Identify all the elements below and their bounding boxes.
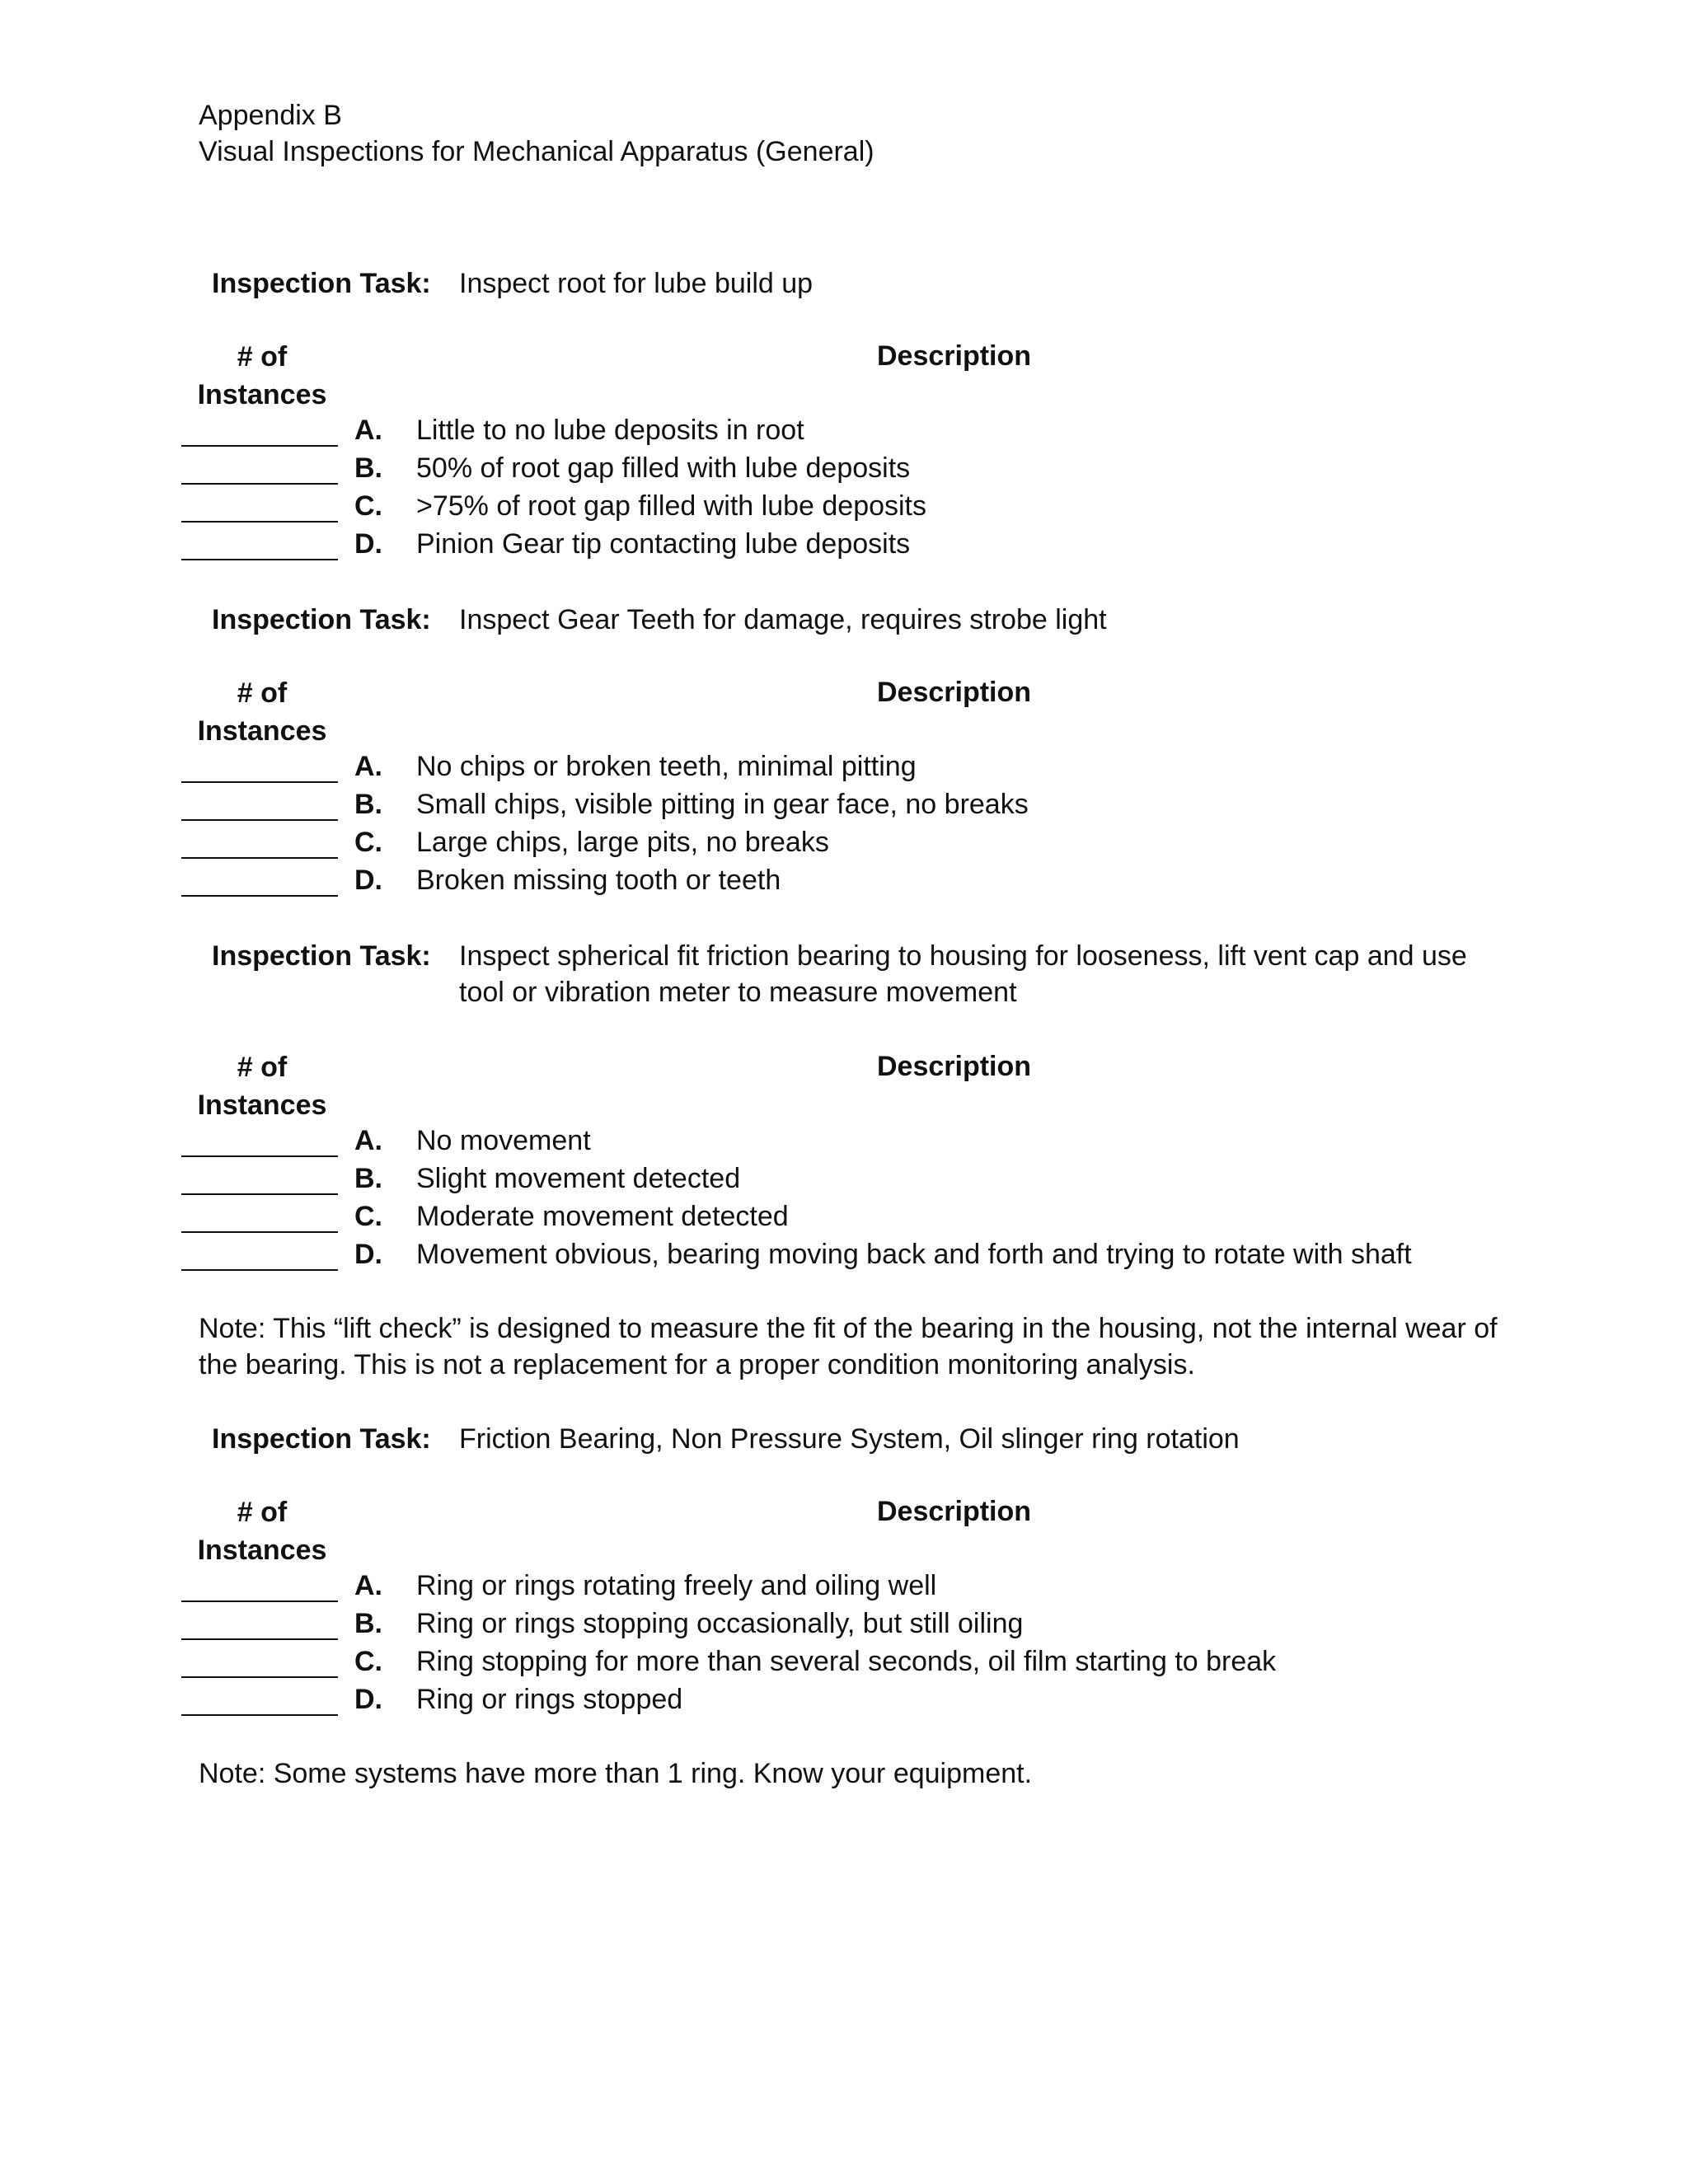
task-label: Inspection Task: <box>212 1423 431 1455</box>
task-label: Inspection Task: <box>212 268 431 299</box>
instances-blank[interactable] <box>181 857 338 859</box>
description-header: Description <box>877 1051 1032 1082</box>
instances-blank[interactable] <box>181 1638 338 1640</box>
option-text: Ring or rings stopping occasionally, but still oiling <box>416 1608 1024 1639</box>
instances-header-line2: Instances <box>197 1535 327 1566</box>
instances-blank[interactable] <box>181 895 338 897</box>
option-text: Moderate movement detected <box>416 1201 789 1232</box>
option-text: Slight movement detected <box>416 1163 741 1194</box>
option-letter: B. <box>354 1163 382 1194</box>
option-text: Movement obvious, bearing moving back and forth and trying to rotate with shaft <box>416 1239 1412 1270</box>
option-text: Broken missing tooth or teeth <box>416 865 781 896</box>
option-text: Large chips, large pits, no breaks <box>416 827 829 858</box>
option-row <box>0 1681 1688 1719</box>
lift-check-note: Note: This “lift check” is designed to measure the fit of the bearing in the housing, not the internal wear of the bearing. This is not a replacement for a proper condition monitoring analysis. <box>199 1313 1498 1380</box>
instances-blank[interactable] <box>181 521 338 523</box>
option-letter: B. <box>354 452 382 484</box>
instances-blank[interactable] <box>181 781 338 783</box>
option-row <box>0 1122 1688 1160</box>
option-letter: C. <box>354 490 382 522</box>
appendix-label: Appendix B <box>199 100 342 131</box>
instances-header <box>190 1493 334 1569</box>
task-text: Inspect spherical fit friction bearing to housing for looseness, lift vent cap and use tool or vibration meter to measure movement <box>459 940 1467 1008</box>
instances-blank[interactable] <box>181 1231 338 1233</box>
option-row <box>0 1568 1688 1605</box>
option-text: >75% of root gap filled with lube deposits <box>416 490 927 522</box>
option-text: 50% of root gap filled with lube deposits <box>416 452 911 484</box>
description-header: Description <box>877 1496 1032 1527</box>
task-text: Inspect Gear Teeth for damage, requires strobe light <box>459 604 1107 635</box>
option-text: Pinion Gear tip contacting lube deposits <box>416 528 911 560</box>
document-title: Visual Inspections for Mechanical Apparatus (General) <box>199 136 874 167</box>
instances-blank[interactable] <box>181 1676 338 1678</box>
option-text: Little to no lube deposits in root <box>416 415 804 446</box>
option-row <box>0 748 1688 786</box>
option-letter: A. <box>354 415 382 446</box>
option-text: Ring or rings rotating freely and oiling well <box>416 1570 937 1601</box>
instances-blank[interactable] <box>181 559 338 560</box>
instances-blank[interactable] <box>181 1155 338 1157</box>
option-row <box>0 412 1688 450</box>
option-text: No movement <box>416 1125 591 1156</box>
option-row <box>0 450 1688 488</box>
option-letter: C. <box>354 827 382 858</box>
instances-header-line2: Instances <box>197 715 327 747</box>
instances-header-line1: # of <box>237 1052 288 1083</box>
task-text: Inspect root for lube build up <box>459 268 814 299</box>
option-row <box>0 1198 1688 1236</box>
instances-blank[interactable] <box>181 1714 338 1716</box>
option-row <box>0 786 1688 824</box>
ring-note: Note: Some systems have more than 1 ring. Know your equipment. <box>199 1758 1033 1789</box>
instances-blank[interactable] <box>181 819 338 821</box>
option-text: Ring stopping for more than several seconds, oil film starting to break <box>416 1646 1277 1677</box>
option-text: Small chips, visible pitting in gear face, no breaks <box>416 789 1029 820</box>
option-letter: A. <box>354 1570 382 1601</box>
instances-blank[interactable] <box>181 483 338 485</box>
option-row <box>0 526 1688 564</box>
option-letter: A. <box>354 751 382 782</box>
instances-blank[interactable] <box>181 445 338 447</box>
option-letter: D. <box>354 865 382 896</box>
description-header: Description <box>877 340 1032 372</box>
option-letter: B. <box>354 789 382 820</box>
option-row <box>0 1236 1688 1274</box>
instances-header-line2: Instances <box>197 1090 327 1121</box>
instances-header-line2: Instances <box>197 379 327 410</box>
instances-header-line1: # of <box>237 1497 288 1528</box>
instances-header <box>190 674 334 750</box>
option-row <box>0 1160 1688 1198</box>
option-text: Ring or rings stopped <box>416 1684 683 1715</box>
option-row <box>0 488 1688 526</box>
option-letter: D. <box>354 1239 382 1270</box>
instances-blank[interactable] <box>181 1269 338 1271</box>
task-text: Friction Bearing, Non Pressure System, Oil slinger ring rotation <box>459 1423 1240 1455</box>
instances-header <box>190 1048 334 1124</box>
option-letter: C. <box>354 1201 382 1232</box>
option-letter: C. <box>354 1646 382 1677</box>
description-header: Description <box>877 677 1032 708</box>
task-label: Inspection Task: <box>212 604 431 635</box>
option-row <box>0 1605 1688 1643</box>
option-text: No chips or broken teeth, minimal pitting <box>416 751 917 782</box>
option-row <box>0 862 1688 900</box>
option-row <box>0 824 1688 862</box>
instances-header <box>190 338 334 414</box>
option-letter: B. <box>354 1608 382 1639</box>
option-letter: D. <box>354 528 382 560</box>
instances-blank[interactable] <box>181 1601 338 1602</box>
option-letter: A. <box>354 1125 382 1156</box>
task-label: Inspection Task: <box>212 940 431 972</box>
option-row <box>0 1643 1688 1681</box>
option-letter: D. <box>354 1684 382 1715</box>
instances-blank[interactable] <box>181 1193 338 1195</box>
instances-header-line1: # of <box>237 341 288 373</box>
instances-header-line1: # of <box>237 677 288 709</box>
